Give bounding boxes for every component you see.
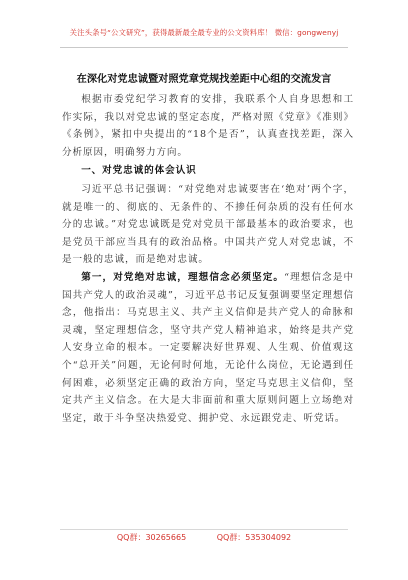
body-paragraph: 习近平总书记强调：“对党绝对忠诚要害在‘绝对’两个字，就是唯一的、彻底的、无条件的、不掺任何杂质的没有任何水分的忠诚。”对党忠诚既是党对党员干部最基本的政治要求，也是党员干部应当具有的政治品格。中国共产党人对党忠诚，不是一般的忠诚，而是绝对忠诚。: [62, 183, 354, 266]
paragraph-text: “理想信念是中国共产党人的政治灵魂”，习近平总书记反复强调要坚定理想信念，他指出：马克思主义、共产主义信仰是共产党人的命脉和灵魂，坚定理想信念，坚守共产党人精神追求，始终是共产党人安身立命的根本。一定要解决好世界观、人生观、价值观这个“总开关”问题，无论何时何地，无论什么岗位，无论遇到任何困难，必须坚定正确的政治方向，坚定马克思主义信仰，坚定共产主义信念。在大是大非面前和重大原则问题上立场绝对坚定，敢于斗争坚决热爱党、拥护党、永远跟党走、听党话。: [62, 271, 354, 424]
body-paragraph-2: [62, 269, 354, 427]
header-notice: 关注头条号“公文研究”，获得最新最全最专业的公文资料库！ 微信：gongwenyj: [69, 28, 339, 37]
section-heading: 一、对党忠诚的体会认识: [81, 165, 197, 177]
intro-paragraph: 根据市委党纪学习教育的安排，我联系个人自身思想和工作实际，我以对党忠诚的坚定态度，严格对照《党章》《准则》《条例》，紧扣中央提出的“18个是否”，认真查找差距，深入分析原因，明确努力方向。: [62, 94, 354, 158]
page-footer: [0, 532, 408, 543]
footer-qq-group-1: QQ群：30265665: [116, 533, 187, 542]
document-title: 在深化对党忠诚暨对照党章党规找差距中心组的交流发言: [76, 73, 332, 85]
page-header: [0, 0, 408, 60]
document-body: [62, 91, 354, 427]
footer-qq-group-2: QQ群：535304092: [216, 533, 292, 542]
footer-divider: [60, 529, 348, 530]
paragraph-lead: 第一，对党绝对忠诚，理想信念必须坚定。: [81, 271, 285, 283]
header-divider: [60, 47, 348, 48]
